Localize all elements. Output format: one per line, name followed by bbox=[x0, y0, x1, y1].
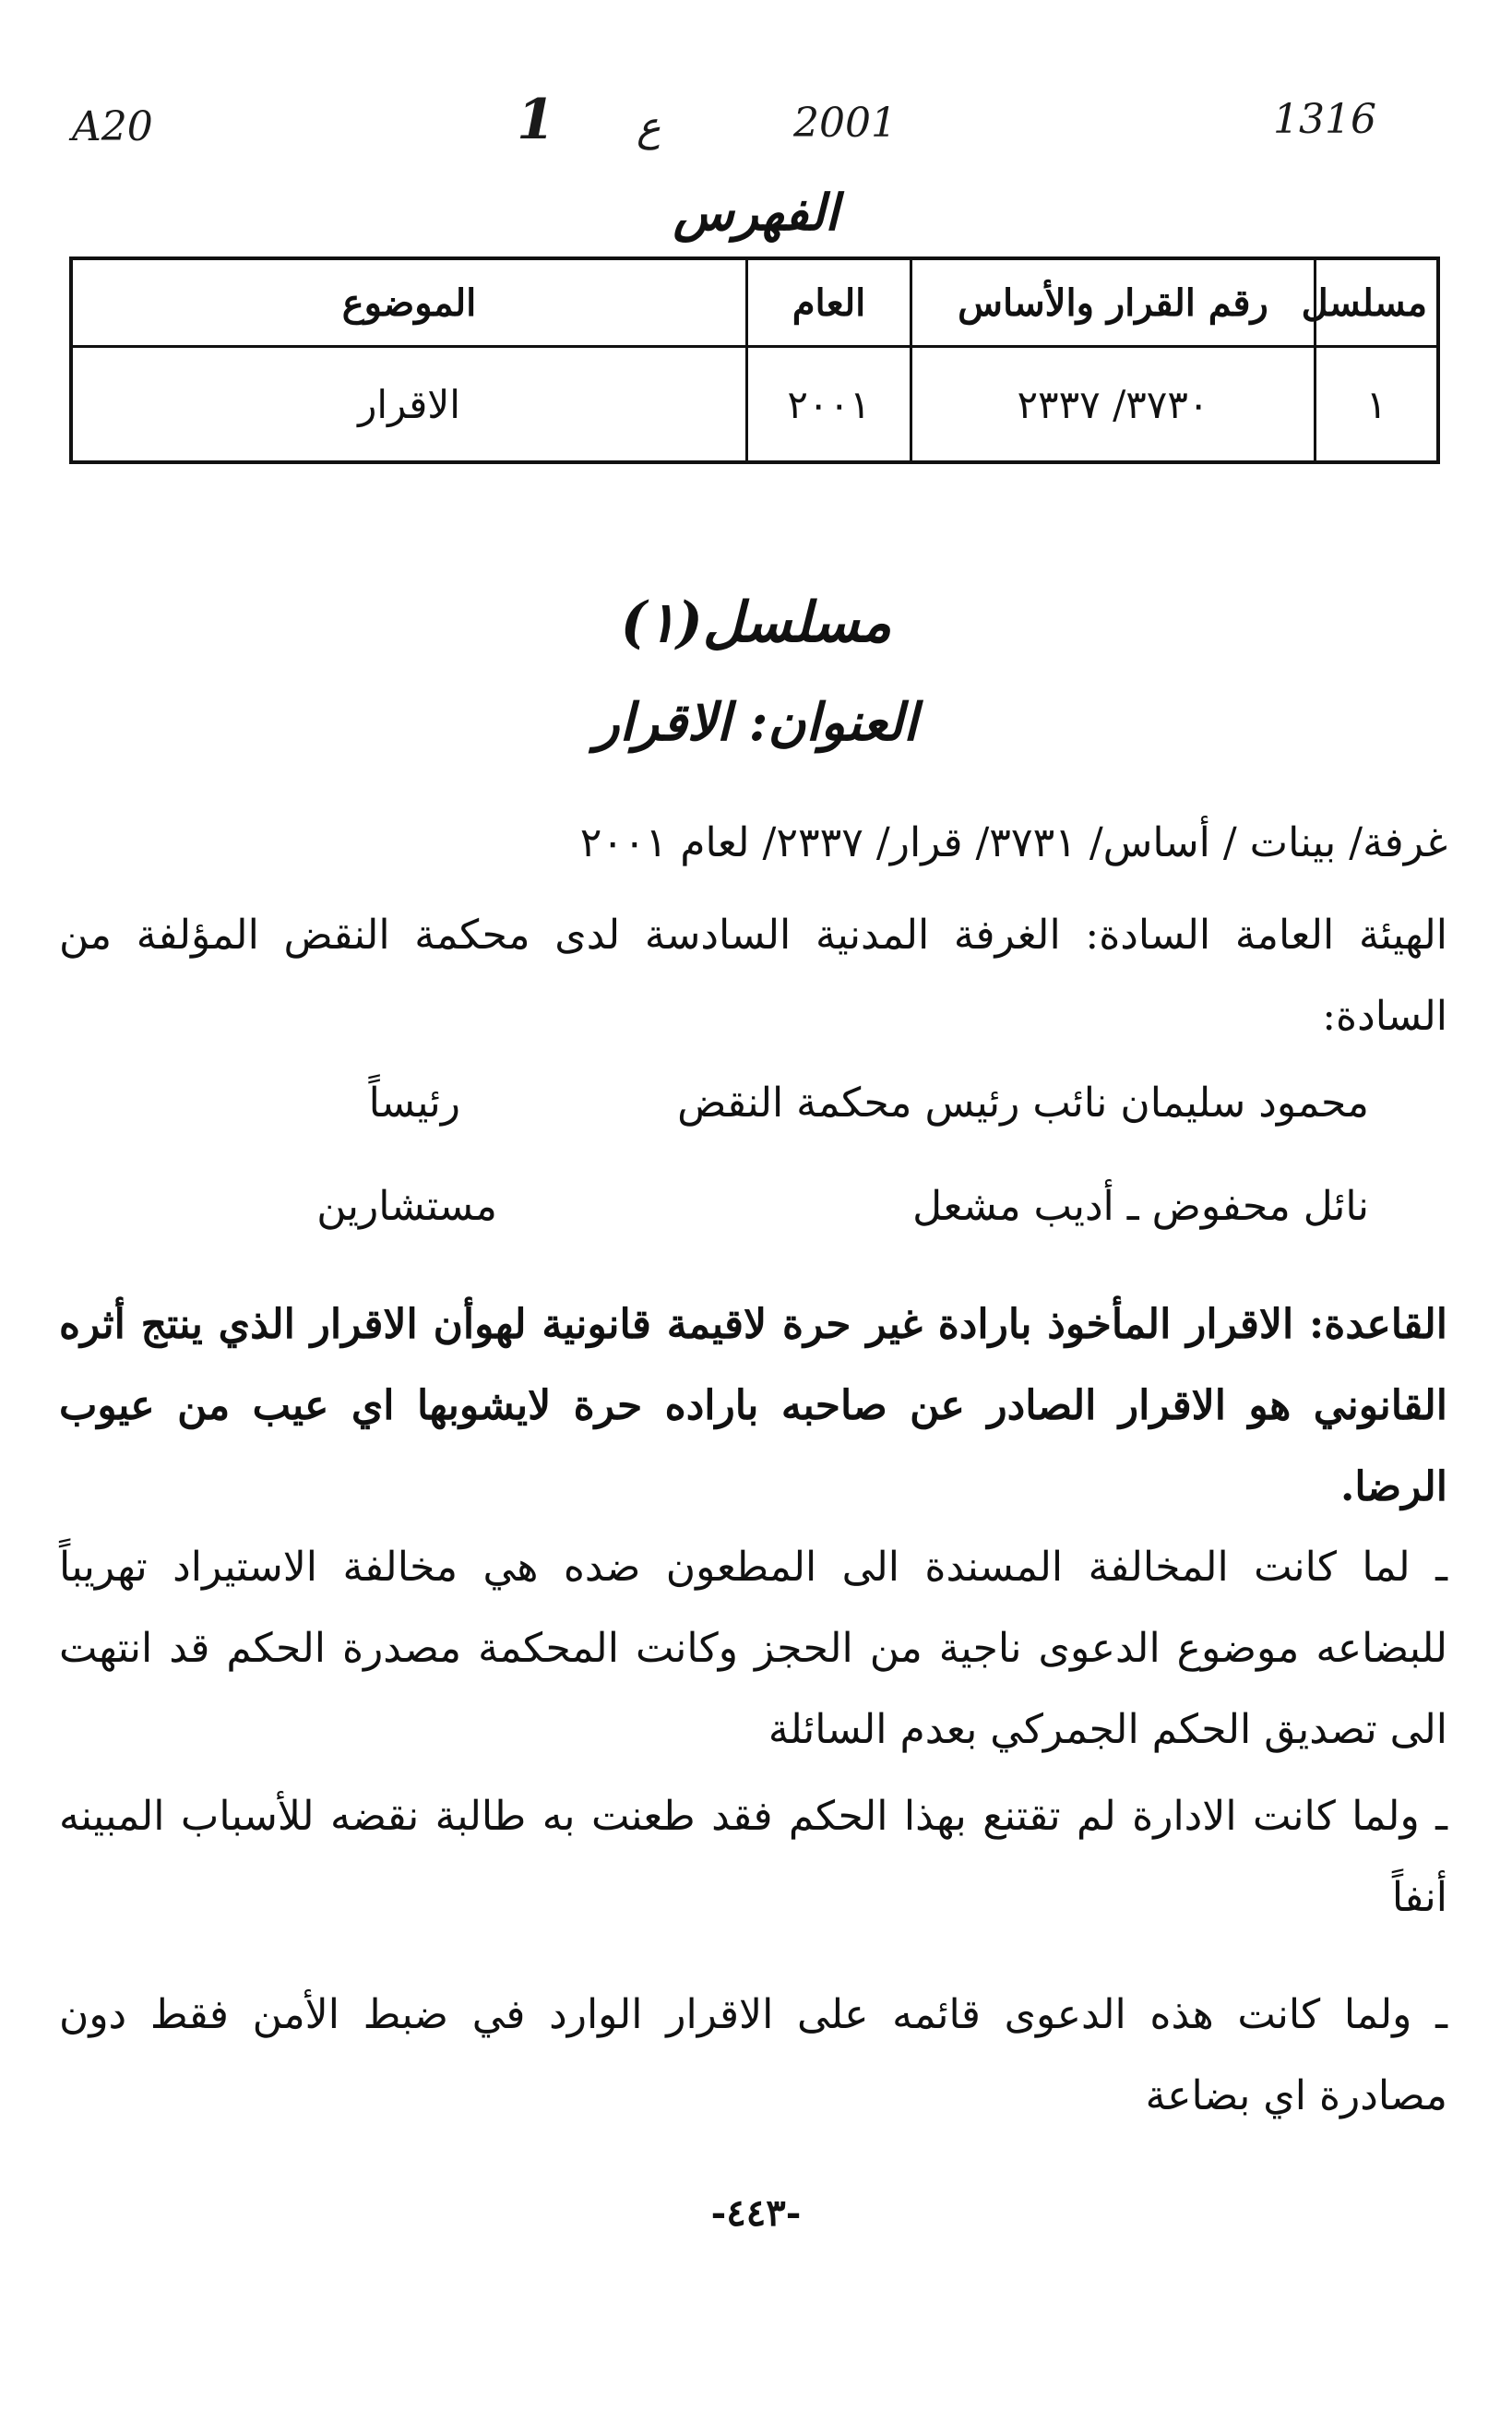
index-table bbox=[69, 257, 1440, 464]
header-year: العام bbox=[747, 258, 911, 347]
serial-title: مسلسل(١) bbox=[620, 591, 892, 655]
header-subject: الموضوع bbox=[71, 258, 747, 347]
legal-rule: القاعدة: الاقرار المأخوذ بارادة غير حرة لاقيمة قانونية لهوأن الاقرار الذي ينتج أثره القانوني هو الاقرار الصادر عن صاحبه باراده حرة لايشوبها اي عيب من عيوب الرضا. bbox=[59, 1301, 1447, 1510]
cell-decision: ٣٧٣٠/ ٢٣٣٧ bbox=[911, 347, 1316, 463]
handwritten-note-left: A20 bbox=[72, 103, 153, 150]
handwritten-letter: ع bbox=[637, 103, 661, 150]
handwritten-note-right: 1316 bbox=[1273, 96, 1376, 143]
handwritten-mark: 1 bbox=[517, 88, 555, 152]
cell-subject: الاقرار bbox=[71, 347, 747, 463]
cell-year: ٢٠٠١ bbox=[747, 347, 911, 463]
panel-intro: الهيئة العامة السادة: الغرفة المدنية السادسة لدى محكمة النقض المؤلفة من السادة: bbox=[59, 912, 1447, 1040]
index-header-row bbox=[71, 258, 1438, 347]
handwritten-year: 2001 bbox=[793, 100, 897, 147]
member-role: رئيساً bbox=[368, 1080, 460, 1127]
cell-serial: ١ bbox=[1316, 347, 1439, 463]
index-title: الفهرس bbox=[673, 183, 839, 242]
member-name: محمود سليمان نائب رئيس محكمة النقض bbox=[677, 1080, 1369, 1127]
member-role: مستشارين bbox=[316, 1183, 497, 1230]
member-name: نائل محفوض ـ أديب مشعل bbox=[912, 1183, 1369, 1230]
header-decision: رقم القرار والأساس bbox=[911, 258, 1316, 347]
chamber-line: غرفة/ بينات / أساس/ ٣٧٣١/ قرار/ ٢٣٣٧/ لعام ٢٠٠١ bbox=[579, 819, 1447, 866]
body-paragraph: ـ لما كانت المخالفة المسندة الى المطعون ضده هي مخالفة الاستيراد تهريباً للبضاعه موضوع الدعوى ناجية من الحجز وكانت المحكمة مصدرة الحكم قد انتهت الى تصديق الحكم الجمركي بعدم السائلة bbox=[59, 1544, 1447, 1753]
page-number: -٤٤٣- bbox=[710, 2191, 802, 2235]
body-paragraph: ـ ولما كانت الادارة لم تقتنع بهذا الحكم فقد طعنت به طالبة نقضه للأسباب المبينه أنفاً bbox=[59, 1793, 1447, 1921]
header-serial: مسلسل bbox=[1316, 258, 1439, 347]
table-row bbox=[71, 347, 1438, 463]
subject-title: العنوان: الاقرار bbox=[594, 692, 918, 753]
body-paragraph: ـ ولما كانت هذه الدعوى قائمه على الاقرار الوارد في ضبط الأمن فقط دون مصادرة اي بضاعة bbox=[59, 1991, 1447, 2119]
